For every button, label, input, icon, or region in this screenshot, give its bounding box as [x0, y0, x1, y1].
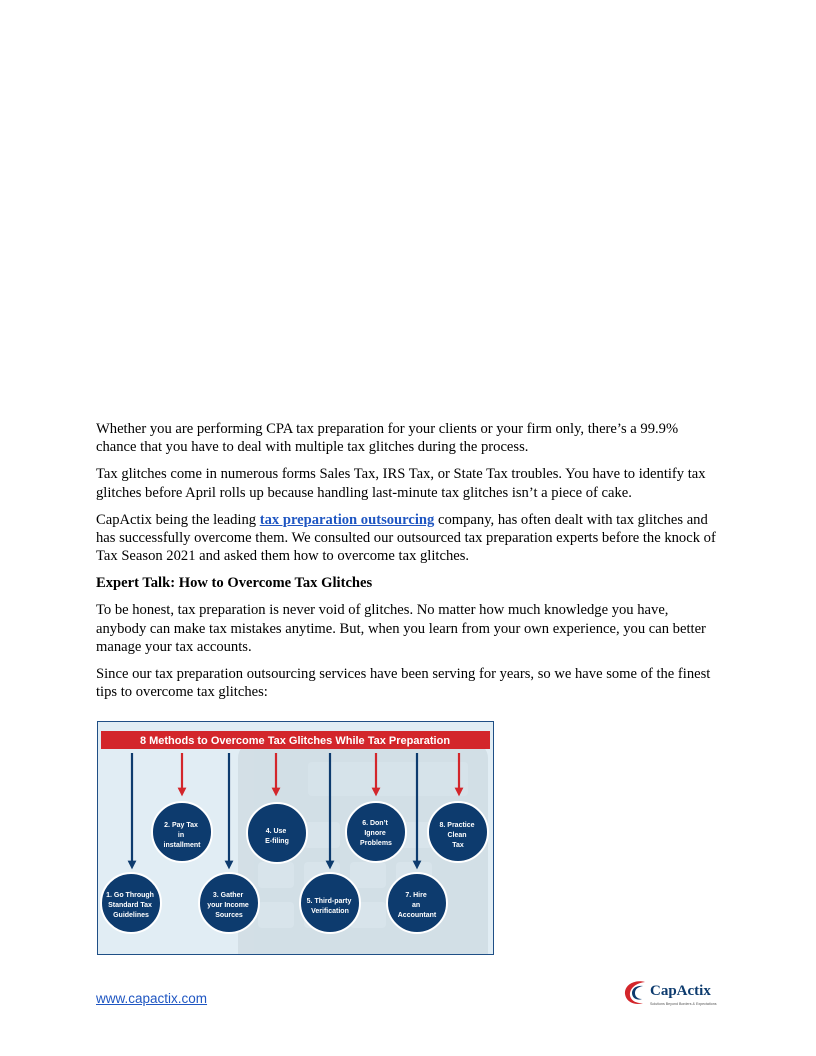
method-6-line-3: Problems: [360, 840, 392, 847]
method-8-line-2: Clean: [447, 832, 467, 839]
paragraph-tips: Since our tax preparation outsourcing services have been serving for years, so we have some of the finest tips to overcome tax glitches:: [96, 665, 711, 701]
method-3-line-2: your Income: [207, 902, 249, 909]
infographic-canvas: [98, 722, 494, 955]
method-1-label: [106, 892, 156, 919]
method-1-line-1: 1. Go Through: [106, 892, 154, 899]
method-8-line-3: Tax: [452, 842, 464, 849]
method-5-line-1: 5. Third-party: [306, 898, 352, 905]
infographic-title: 8 Methods to Overcome Tax Glitches While Tax Preparation: [139, 735, 451, 747]
paragraph-capactix-rest: company, has often dealt with tax glitches and has successfully overcome them. We consulted our outsourced tax preparation experts before the knock of Tax Season 2021 and asked them how to overcome tax glitches.: [96, 511, 716, 565]
method-2-line-3: installment: [163, 842, 201, 849]
method-8-line-1: 8. Practice: [439, 822, 475, 829]
method-2-line-1: 2. Pay Tax: [164, 822, 198, 829]
methods-infographic: [97, 721, 494, 955]
capactix-logo[interactable]: [623, 977, 723, 1009]
logo-tagline: Solutions Beyond Borders & Expectations: [650, 1002, 717, 1006]
method-7-line-1: 7. Hire: [405, 892, 427, 899]
logo-wordmark: CapActix: [650, 983, 711, 999]
paragraph-intro: Whether you are performing CPA tax preparation for your clients or your firm only, there’s a 99.9% chance that you have to deal with multiple tax glitches during the process.: [96, 421, 679, 456]
paragraph-honest: To be honest, tax preparation is never void of glitches. No matter how much knowledge you have, anybody can make tax mistakes anytime. But, when you learn from your own experience, you can better manage your tax accounts.: [96, 602, 706, 656]
method-4-line-2: E-filing: [265, 838, 289, 845]
section-heading: Expert Talk: How to Overcome Tax Glitches: [96, 575, 373, 592]
method-2-line-2: in: [177, 832, 185, 839]
document-body: [96, 420, 720, 710]
website-link[interactable]: www.capactix.com: [96, 991, 208, 1006]
method-5-line-2: Verification: [311, 908, 349, 915]
method-1-line-3: Guidelines: [113, 912, 149, 919]
logo-graphic: [623, 977, 723, 1009]
paragraph-tax-glitch-forms: Tax glitches come in numerous forms Sales Tax, IRS Tax, or State Tax troubles. You have to identify tax glitches before April rolls up because handling last-minute tax glitches isn’t a piece of cake.: [96, 466, 706, 501]
method-7-line-3: Accountant: [397, 912, 437, 919]
method-7-line-2: an: [411, 902, 421, 909]
method-4-line-1: 4. Use: [265, 828, 287, 835]
method-6-label: [360, 820, 392, 847]
method-6-line-2: Ignore: [364, 830, 386, 837]
method-3-line-1: 3. Gather: [212, 892, 244, 899]
paragraph-capactix: [96, 511, 720, 566]
tax-preparation-outsourcing-link[interactable]: tax preparation outsourcing: [259, 511, 435, 528]
method-6-line-1: 6. Don’t: [362, 820, 388, 827]
paragraph-capactix-lead: CapActix being the leading: [96, 511, 260, 528]
method-1-line-2: Standard Tax: [108, 902, 152, 909]
method-3-line-3: Sources: [215, 912, 243, 919]
